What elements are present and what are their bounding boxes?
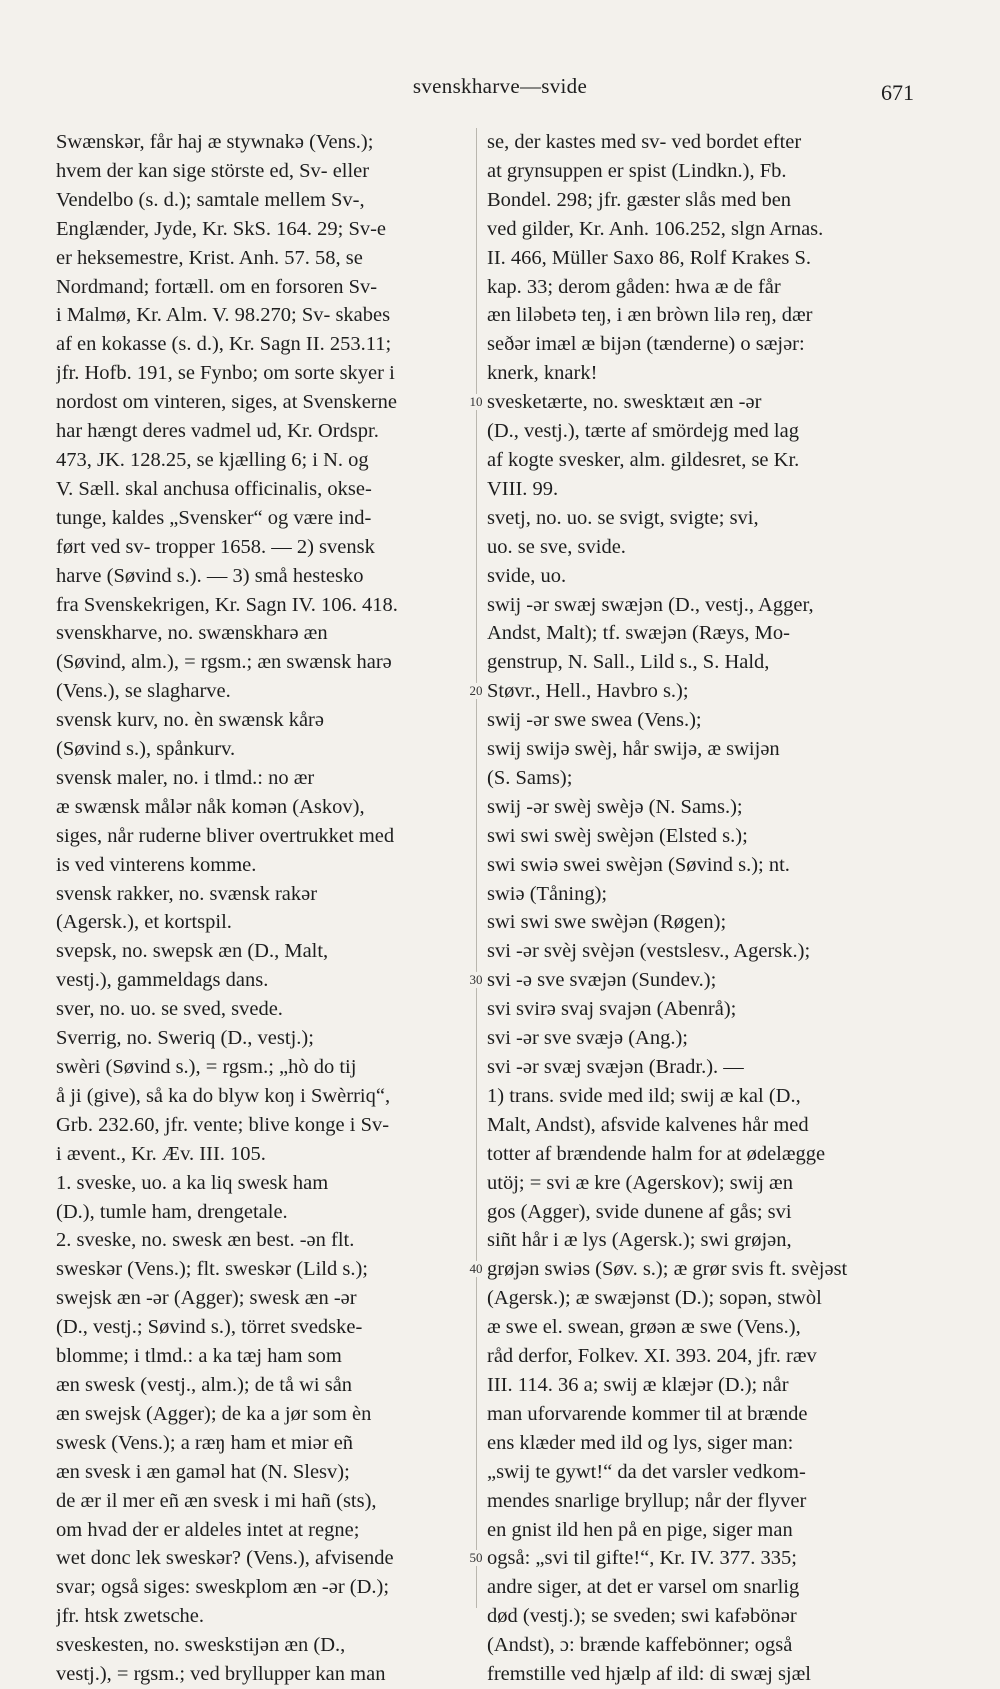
text-line: svepsk, no. swepsk æn (D., Malt, (56, 940, 329, 963)
text-line: (S. Sams); (487, 766, 573, 789)
page-number: 671 (881, 80, 914, 105)
text-line: af kogte svesker, alm. gildesret, se Kr. (487, 448, 800, 471)
text-line: sveskesten, no. sweskstijən æn (D., (56, 1634, 346, 1657)
text-line: harve (Søvind s.). — 3) små hestesko (56, 564, 364, 587)
text-line: 1. sveske, uo. a ka liq swesk ham (56, 1171, 329, 1194)
text-line: æn svesk i æn gaməl hat (N. Slesv); (56, 1460, 350, 1483)
text-line: totter af brændende halm for at ødelægge (487, 1142, 826, 1165)
text-line: hvem der kan sige störste ed, Sv- eller (56, 159, 370, 182)
text-line: swi swi swe swèjən (Røgen); (487, 911, 727, 934)
text-line: i Malmø, Kr. Alm. V. 98.270; Sv- skabes (56, 304, 391, 327)
text-line: (D., vestj.; Søvind s.), törret svedske- (56, 1316, 363, 1339)
text-line: Bondel. 298; jfr. gæster slås med ben (487, 188, 792, 211)
text-line: svide, uo. (487, 564, 567, 587)
text-line: å ji (give), så ka do blyw koŋ i Swèrriq“, (56, 1084, 391, 1107)
text-line: æ swe el. swean, grøən æ swe (Vens.), (487, 1316, 801, 1339)
text-line: er heksemestre, Krist. Anh. 57. 58, se (56, 246, 363, 269)
text-line: også: „svi til gifte!“, Kr. IV. 377. 335; (487, 1547, 797, 1570)
text-line: genstrup, N. Sall., Lild s., S. Hald, (487, 651, 770, 674)
text-line: (Vens.), se slagharve. (56, 680, 231, 703)
column-divider (476, 128, 477, 1608)
text-line: (Agersk.), et kortspil. (56, 911, 232, 934)
text-line: en gnist ild hen på en pige, siger man (487, 1518, 793, 1541)
text-line: (Agersk.); æ swæjənst (D.); sopən, stwòl (487, 1287, 822, 1310)
text-line: død (vestj.); se sveden; swi kafəbönər (487, 1605, 797, 1628)
running-head: svenskharve—svide (412, 74, 588, 98)
text-line: ved gilder, Kr. Anh. 106.252, slgn Arnas. (487, 217, 824, 240)
text-line: at grynsuppen er spist (Lindkn.), Fb. (487, 159, 787, 182)
text-line: is ved vinterens komme. (56, 853, 257, 876)
text-line: Grb. 232.60, jfr. vente; blive konge i Sv- (56, 1113, 390, 1136)
text-line: III. 114. 36 a; swij æ klæjər (D.); når (487, 1373, 789, 1396)
text-line: siges, når ruderne bliver overtrukket med (56, 824, 395, 847)
text-line: Andst, Malt); tf. swæjən (Ræys, Mo- (487, 622, 790, 645)
text-line: andre siger, at det er varsel om snarlig (487, 1576, 800, 1599)
text-line: swesk (Vens.); a ræŋ ham et miər eñ (56, 1431, 354, 1454)
text-line: 2. sveske, no. swesk æn best. -ən flt. (56, 1229, 355, 1252)
text-line: sweskər (Vens.); flt. sweskər (Lild s.); (56, 1258, 368, 1281)
text-line: i ævent., Kr. Æv. III. 105. (56, 1142, 266, 1165)
text-line: Vendelbo (s. d.); samtale mellem Sv-, (56, 188, 365, 211)
line-number-marker: 30 (465, 972, 487, 988)
text-line: kap. 33; derom gåden: hwa æ de får (487, 275, 781, 298)
text-line: VIII. 99. (487, 477, 559, 500)
text-line: Englænder, Jyde, Kr. SkS. 164. 29; Sv-e (56, 217, 387, 240)
text-line: jfr. htsk zwetsche. (56, 1605, 205, 1628)
left-column (56, 128, 468, 1689)
text-line: har hængt deres vadmel ud, Kr. Ordspr. (56, 420, 379, 443)
text-line: swèri (Søvind s.), = rgsm.; „hò do tij (56, 1056, 357, 1078)
text-line: utöj; = svi æ kre (Agerskov); swij æn (487, 1171, 793, 1194)
text-line: swij -ər swæj swæjən (D., vestj., Agger, (487, 593, 814, 616)
text-line: svetj, no. uo. se svigt, svigte; svi, (487, 506, 759, 529)
text-line: svi -ər svæj svæjən (Bradr.). — (487, 1056, 744, 1078)
text-line: svi -ə sve svæjən (Sundev.); (487, 969, 717, 992)
text-line: ens klæder med ild og lys, siger man: (487, 1431, 794, 1454)
text-line: vestj.), gammeldags dans. (56, 969, 269, 992)
text-line: jfr. Hofb. 191, se Fynbo; om sorte skyer i (56, 362, 395, 385)
text-line: swij -ər swèj swèjə (N. Sams.); (487, 795, 743, 818)
text-line: swij swijə swèj, hår swijə, æ swijən (487, 738, 780, 761)
text-line: 473, JK. 128.25, se kjælling 6; i N. og (56, 448, 369, 471)
text-line: svenskharve, no. swænskharə æn (56, 622, 328, 645)
text-line: blomme; i tlmd.: a ka tæj ham som (56, 1345, 342, 1368)
text-line: Nordmand; fortæll. om en forsoren Sv- (56, 275, 378, 298)
line-number-marker: 10 (465, 394, 487, 410)
text-line: mendes snarlige bryllup; når der flyver (487, 1489, 807, 1512)
text-line: Sverrig, no. Sweriq (D., vestj.); (56, 1027, 314, 1050)
text-line: svi -ər svèj svèjən (vestslesv., Agersk.); (487, 940, 811, 963)
text-line: tunge, kaldes „Svensker“ og være ind- (56, 506, 372, 529)
text-line: grøjən swiəs (Søv. s.); æ grør svis ft. svèjəst (487, 1258, 848, 1281)
text-line: om hvad der er aldeles intet at regne; (56, 1518, 360, 1541)
text-line: råd derfor, Folkev. XI. 393. 204, jfr. ræv (487, 1345, 817, 1368)
text-line: (Andst), ɔ: brænde kaffebönner; også (487, 1634, 793, 1657)
text-line: æn swesk (vestj., alm.); de tå wi sån (56, 1373, 353, 1396)
text-line: V. Sæll. skal anchusa officinalis, okse- (56, 477, 372, 500)
text-line: (Søvind, alm.), = rgsm.; æn swænsk harə (56, 651, 392, 674)
line-number-marker: 50 (465, 1550, 487, 1566)
text-line: af en kokasse (s. d.), Kr. Sagn II. 253.11; (56, 333, 392, 356)
text-line: (Søvind s.), spånkurv. (56, 738, 236, 761)
text-line: svensk rakker, no. svænsk rakər (56, 882, 318, 905)
text-line: æn swejsk (Agger); de ka a jør som èn (56, 1402, 372, 1425)
text-line: Malt, Andst), afsvide kalvenes hår med (487, 1113, 809, 1136)
text-line: swi swi swèj swèjən (Elsted s.); (487, 824, 748, 847)
line-number-marker: 40 (465, 1261, 487, 1277)
text-line: man uforvarende kommer til at brænde (487, 1402, 808, 1425)
text-line: gos (Agger), svide dunene af gås; svi (487, 1200, 792, 1223)
text-line: svesketærte, no. swesktæıt æn -ər (487, 391, 762, 414)
text-line: uo. se sve, svide. (487, 535, 626, 558)
text-line: sver, no. uo. se sved, svede. (56, 998, 283, 1021)
text-line: nordost om vinteren, siges, at Svenskerne (56, 391, 398, 414)
text-line: „swij te gywt!“ da det varsler vedkom- (487, 1460, 806, 1483)
text-line: (D., vestj.), tærte af smördejg med lag (487, 420, 799, 443)
text-line: Støvr., Hell., Havbro s.); (487, 680, 689, 703)
text-line: svi -ər sve svæjə (Ang.); (487, 1027, 688, 1050)
text-line: (D.), tumle ham, drengetale. (56, 1200, 288, 1223)
text-line: swejsk æn -ər (Agger); swesk æn -ər (56, 1287, 357, 1310)
text-line: de ær il mer eñ æn svesk i mi hañ (sts), (56, 1489, 377, 1512)
text-line: se, der kastes med sv- ved bordet efter (487, 131, 802, 153)
line-number-marker: 20 (465, 683, 487, 699)
text-line: swi swiə swei swèjən (Søvind s.); nt. (487, 853, 790, 876)
text-line: svar; også siges: sweskplom æn -ər (D.); (56, 1576, 390, 1599)
text-line: vestj.), = rgsm.; ved bryllupper kan man (56, 1663, 386, 1686)
text-line: swij -ər swe swea (Vens.); (487, 709, 702, 732)
text-line: svi svirə svaj svajən (Abenrå); (487, 998, 737, 1021)
text-line: Swænskər, får haj æ stywnakə (Vens.); (56, 131, 374, 153)
text-line: æ swænsk målər nåk komən (Askov), (56, 795, 365, 818)
text-line: svensk maler, no. i tlmd.: no ær (56, 766, 315, 789)
text-line: seðər imæl æ bijən (tænderne) o sæjər: (487, 333, 805, 356)
text-line: siñt hår i æ lys (Agersk.); swi grøjən, (487, 1229, 792, 1252)
text-line: wet donc lek sweskər? (Vens.), afvisende (56, 1547, 394, 1570)
text-line: 1) trans. svide med ild; swij æ kal (D., (487, 1084, 801, 1107)
text-line: fra Svenskekrigen, Kr. Sagn IV. 106. 418. (56, 593, 398, 616)
text-line: swiə (Tåning); (487, 882, 608, 905)
text-line: æn lilәbetә teŋ, i æn bròwn lilә reŋ, dær (487, 304, 813, 327)
text-line: knerk, knark! (487, 362, 598, 385)
text-line: II. 466, Müller Saxo 86, Rolf Krakes S. (487, 246, 811, 269)
right-column (487, 128, 917, 1689)
text-line: ført ved sv- tropper 1658. — 2) svensk (56, 535, 375, 558)
text-line: svensk kurv, no. èn swænsk kårə (56, 709, 324, 732)
text-line: fremstille ved hjælp af ild: di swæj sjæl (487, 1663, 811, 1686)
